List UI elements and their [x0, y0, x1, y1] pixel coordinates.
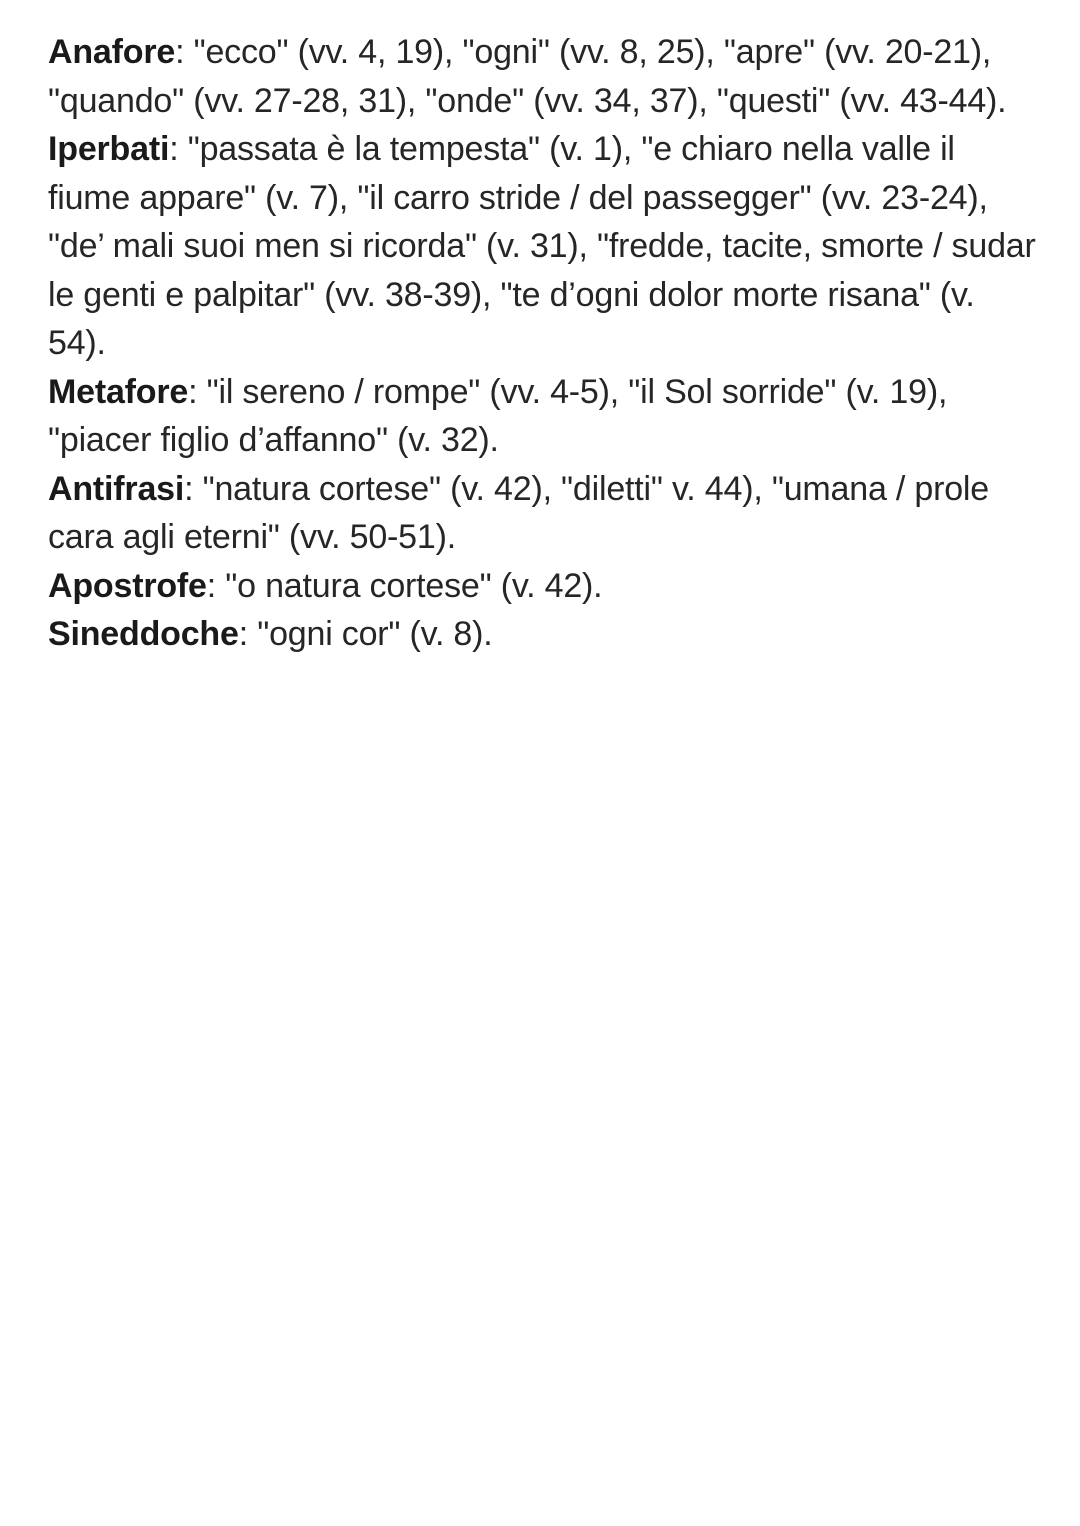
term-metafore: Metafore: [48, 372, 189, 411]
entry-antifrasi: [48, 465, 1038, 562]
entry-metafore: [48, 368, 1038, 465]
examples-anafore: : "ecco" (vv. 4, 19), "ogni" (vv. 8, 25), "apre" (vv. 20-21), "quando" (vv. 27-28, 31), "onde" (vv. 34, 37), "questi" (vv. 43-44).: [48, 33, 1007, 120]
term-apostrofe: Apostrofe: [48, 566, 207, 605]
term-antifrasi: Antifrasi: [48, 469, 185, 508]
term-iperbati: Iperbati: [48, 130, 170, 168]
term-anafore: Anafore: [48, 33, 176, 71]
entry-iperbati: [48, 125, 1038, 368]
entry-sineddoche: [48, 610, 1038, 659]
term-sineddoche: Sineddoche: [48, 615, 239, 653]
examples-iperbati: : "passata è la tempesta" (v. 1), "e chiaro nella valle il fiume appare" (v. 7), "il carro stride / del passegger" (vv. 23-24), "de’ mali suoi men si ricorda" (v. 31), "fredde, tacite, smorte / sudar le genti e palpitar" (vv. 38-39), "te d’ogni dolor morte risana" (v. 54).: [48, 130, 1036, 362]
document-body: [48, 28, 1038, 659]
examples-sineddoche: : "ogni cor" (v. 8).: [238, 615, 493, 653]
examples-antifrasi: : "natura cortese" (v. 42), "diletti" v. 44), "umana / prole cara agli eterni" (vv. 50-51).: [48, 469, 989, 556]
examples-apostrofe: : "o natura cortese" (v. 42).: [206, 566, 603, 605]
entry-anafore: [48, 28, 1038, 125]
entry-apostrofe: [48, 562, 1038, 611]
examples-metafore: : "il sereno / rompe" (vv. 4-5), "il Sol sorride" (v. 19), "piacer figlio d’affanno" (v. 32).: [48, 372, 948, 459]
